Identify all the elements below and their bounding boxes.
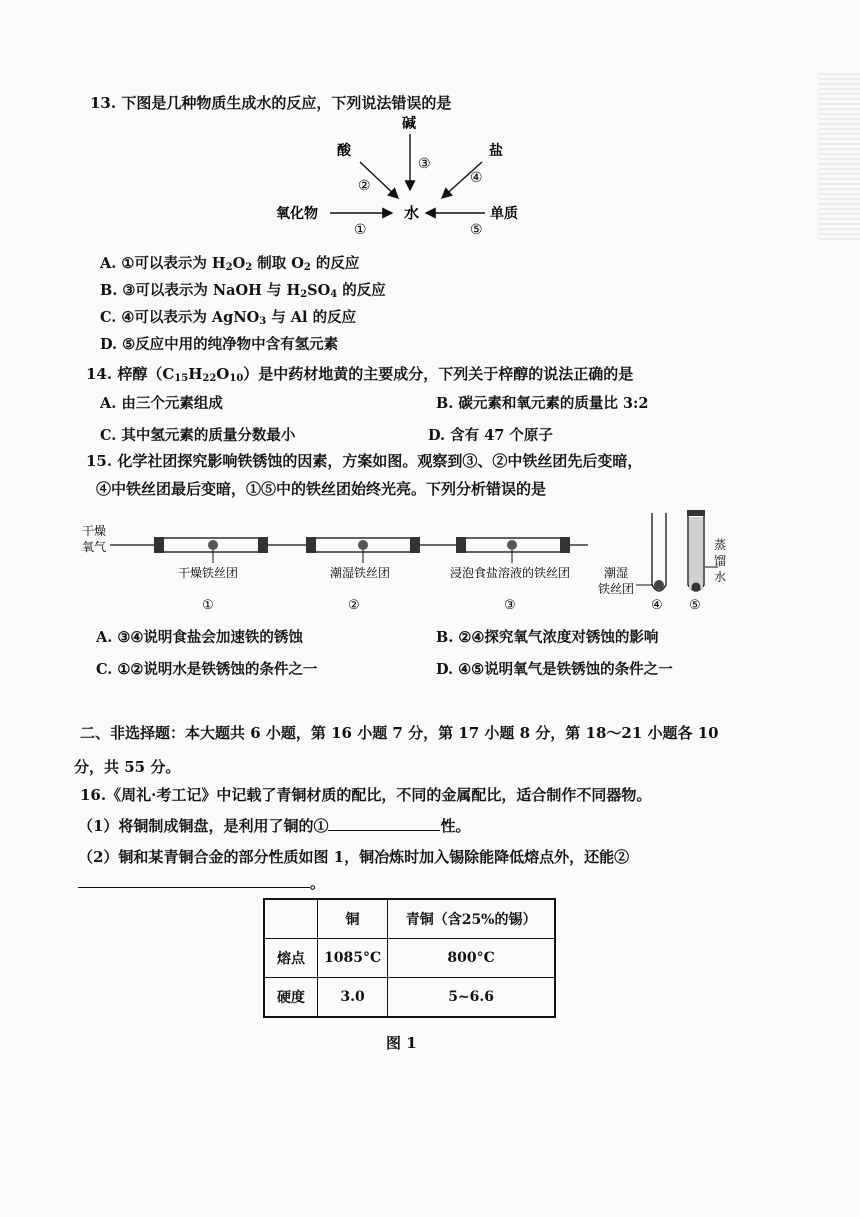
q14-stem: 14. 梓醇$(C_{15}H_{22}O_{10})$是中药材地黄的主要成分，下列关于梓醇的说法正确的是: [86, 365, 634, 384]
svg-text:氧气: 氧气: [82, 540, 107, 554]
label-element: 单质: [490, 206, 518, 222]
q15-option-b: B. ②④探究氧气浓度对锈蚀的影响: [436, 629, 659, 646]
section2-heading-cont: 分，共 55 分。: [74, 758, 181, 776]
q16-stem: 16.《周礼·考工记》中记载了青铜材质的配比，不同的金属配比，适合制作不同器物。: [80, 786, 652, 804]
svg-text:蒸: 蒸: [714, 538, 727, 552]
table-cell: 熔点: [264, 939, 318, 978]
svg-text:潮湿: 潮湿: [604, 566, 629, 580]
svg-text:干燥铁丝团: 干燥铁丝团: [178, 566, 239, 580]
q16-part2: （2）铜和某青铜合金的部分性质如图 1，铜冶炼时加入锡除能降低熔点外，还能②: [78, 848, 630, 866]
q13-option-d: D. ⑤反应中用的纯净物中含有氢元素: [100, 336, 339, 353]
answer-blank-1[interactable]: [328, 816, 440, 831]
q14-option-b: B. 碳元素和氧元素的质量比 3:2: [436, 395, 649, 412]
q16-part2-answer: 。: [78, 872, 325, 893]
label-base: 碱: [402, 116, 416, 132]
q13-reaction-diagram: [260, 110, 560, 238]
svg-text:干燥: 干燥: [82, 524, 107, 538]
label-acid: 酸: [337, 143, 351, 159]
test-tube-4: [652, 513, 666, 591]
scan-noise: [818, 70, 860, 240]
q15-option-c: C. ①②说明水是铁锈蚀的条件之一: [96, 661, 318, 678]
q15-option-a: A. ③④说明食盐会加速铁的锈蚀: [96, 629, 303, 646]
q16-properties-table: [263, 898, 556, 1018]
num-2: ②: [358, 178, 371, 194]
q13-option-b: B. ③可以表示为 NaOH 与 $H_2SO_4$ 的反应: [100, 282, 386, 300]
num-1: ①: [354, 222, 367, 238]
q14-option-c: C. 其中氢元素的质量分数最小: [100, 427, 296, 444]
num-5: ⑤: [470, 222, 483, 238]
table-cell: 硬度: [264, 978, 318, 1018]
q14-option-d: D. 含有 47 个原子: [428, 427, 553, 444]
svg-text:浸泡食盐溶液的铁丝团: 浸泡食盐溶液的铁丝团: [450, 566, 571, 580]
table-cell: 5~6.6: [388, 978, 556, 1018]
table-cell: 3.0: [318, 978, 388, 1018]
q13-option-a: A. ①可以表示为 $H_2O_2$ 制取 $O_2$ 的反应: [100, 255, 360, 273]
table-header-cell: 青铜（含25%的锡）: [388, 899, 556, 939]
q16-part1: （1）将铜制成铜盘，是利用了铜的① 性。: [78, 817, 471, 835]
q13-stem: 13. 下图是几种物质生成水的反应，下列说法错误的是: [90, 94, 452, 112]
svg-text:③: ③: [504, 598, 516, 613]
svg-text:②: ②: [348, 598, 360, 613]
num-3: ③: [418, 156, 431, 172]
answer-blank-2[interactable]: [78, 873, 310, 888]
table-cell: 1085°C: [318, 939, 388, 978]
q15-option-d: D. ④⑤说明氧气是铁锈蚀的条件之一: [436, 661, 673, 678]
num-4: ④: [470, 170, 483, 186]
table-row: [264, 939, 555, 978]
q15-stem-line2: ④中铁丝团最后变暗，①⑤中的铁丝团始终光亮。下列分析错误的是: [96, 480, 547, 498]
figure-caption: 图 1: [386, 1034, 417, 1052]
q13-option-c: C. ④可以表示为 AgNO$_3$ 与 Al 的反应: [100, 309, 357, 327]
svg-text:潮湿铁丝团: 潮湿铁丝团: [330, 566, 391, 580]
svg-text:⑤: ⑤: [689, 598, 701, 613]
label-oxide: 氧化物: [276, 206, 318, 222]
svg-text:铁丝团: 铁丝团: [598, 582, 635, 596]
q15-apparatus: [78, 505, 728, 617]
label-water: 水: [404, 204, 420, 222]
section2-heading: 二、非选择题：本大题共 6 小题，第 16 小题 7 分，第 17 小题 8 分，第 18～21 小题各 10: [80, 724, 719, 742]
q14-option-a: A. 由三个元素组成: [100, 395, 223, 412]
q15-stem-line1: 15. 化学社团探究影响铁锈蚀的因素，方案如图。观察到③、②中铁丝团先后变暗，: [86, 452, 643, 470]
table-row: [264, 978, 555, 1018]
svg-text:①: ①: [202, 598, 214, 613]
svg-text:馏: 馏: [714, 554, 727, 568]
table-cell: 800°C: [388, 939, 556, 978]
svg-text:水: 水: [714, 570, 727, 584]
table-header-row: [264, 899, 555, 939]
table-header-cell: 铜: [318, 899, 388, 939]
label-salt: 盐: [489, 143, 503, 159]
table-header-cell: [264, 899, 318, 939]
svg-text:④: ④: [651, 598, 663, 613]
